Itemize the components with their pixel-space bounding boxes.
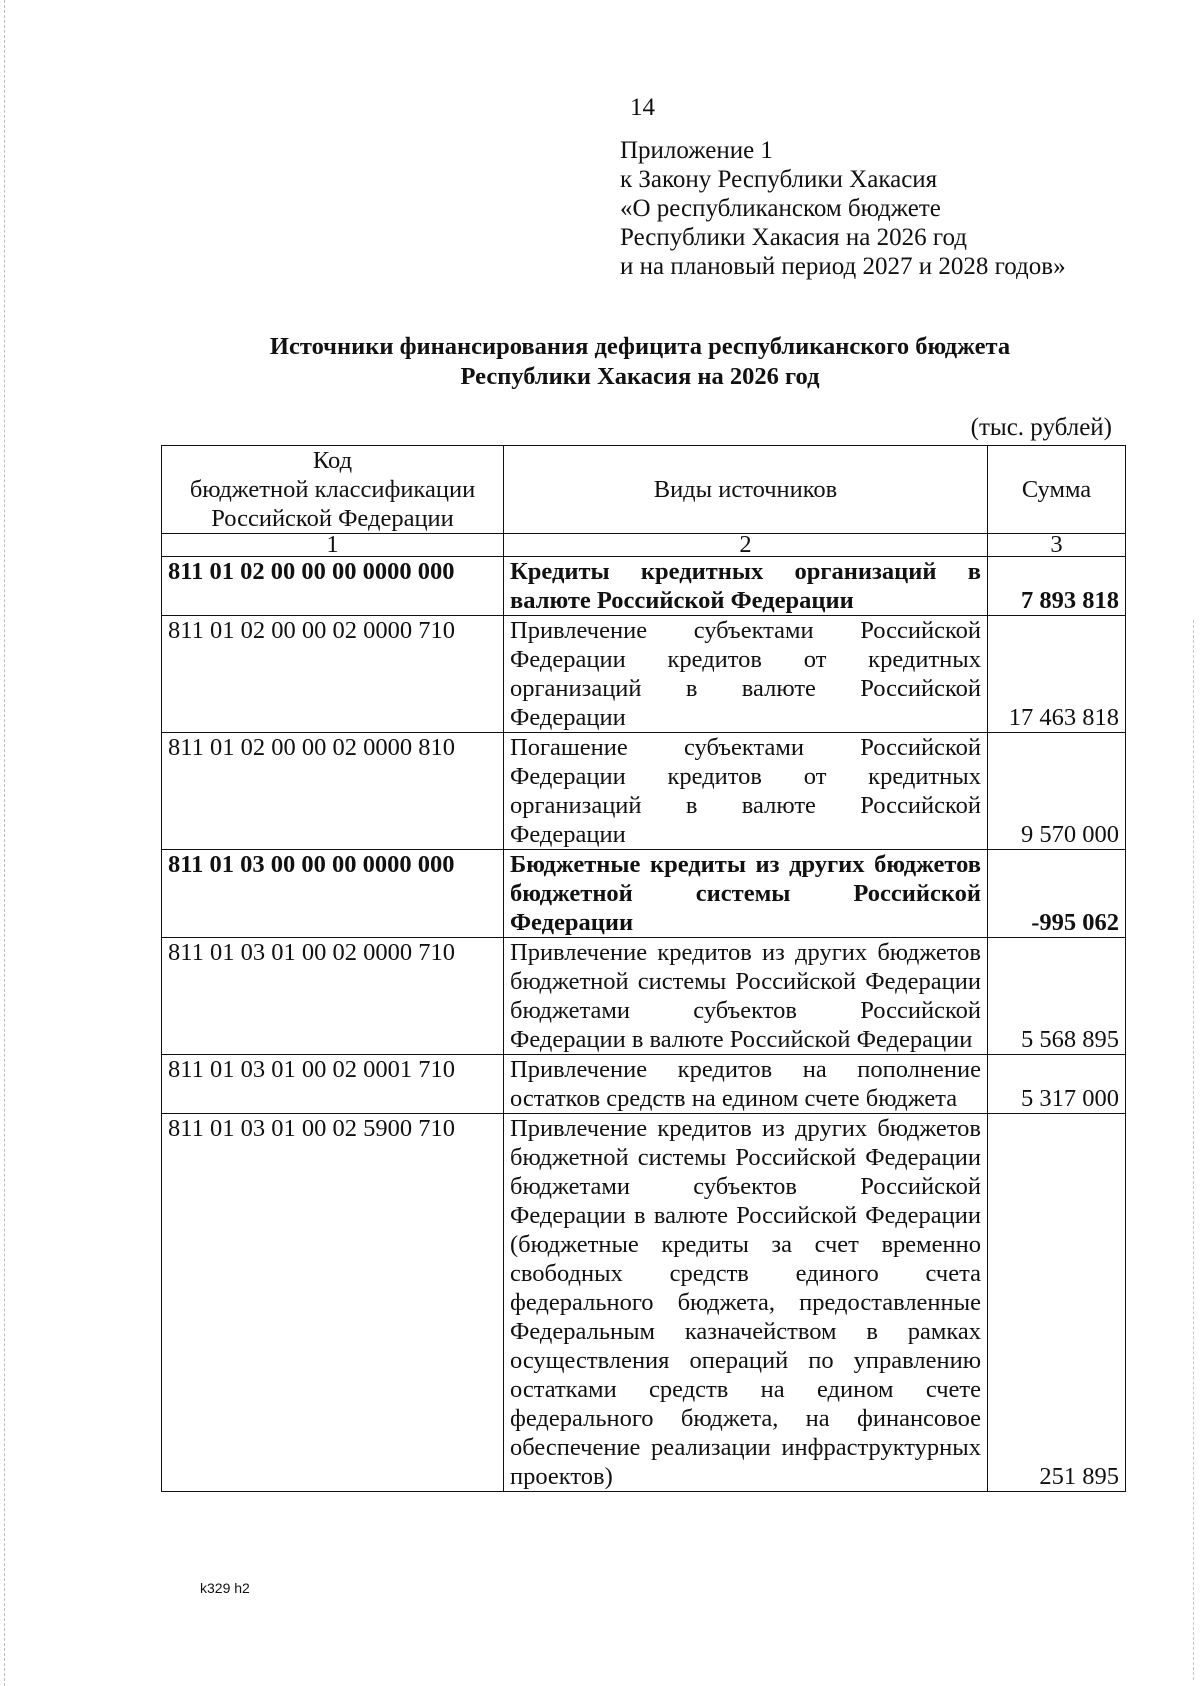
header-amount: Сумма <box>988 446 1126 534</box>
header-code <box>162 446 504 534</box>
sources-table <box>161 445 1126 1492</box>
row-description: Привлечение субъектами Российской Федерации кредитов от кредитных организаций в валюте Российской Федерации <box>504 616 988 733</box>
appendix-line: к Закону Республики Хакасия <box>620 166 938 193</box>
row-description: Привлечение кредитов из других бюджетов бюджетной системы Российской Федерации бюджетами субъектов Российской Федерации в валюте Российской Федерации <box>504 938 988 1055</box>
row-amount: 5 568 895 <box>988 938 1126 1055</box>
row-code: 811 01 03 01 00 02 5900 710 <box>162 1114 504 1492</box>
row-description: Привлечение кредитов на пополнение остатков средств на едином счете бюджета <box>504 1055 988 1114</box>
table-header-row <box>162 446 1126 534</box>
appendix-line: Приложение 1 <box>620 137 773 164</box>
row-code: 811 01 02 00 00 02 0000 810 <box>162 733 504 850</box>
row-code: 811 01 02 00 00 00 0000 000 <box>162 557 504 616</box>
document-title <box>160 332 1120 392</box>
row-code: 811 01 03 01 00 02 0000 710 <box>162 938 504 1055</box>
column-number-row <box>162 534 1126 557</box>
header-code-line: Код <box>312 447 353 474</box>
column-number: 1 <box>162 534 504 557</box>
appendix-line: и на плановый период 2027 и 2028 годов» <box>620 253 1066 280</box>
row-amount: 9 570 000 <box>988 733 1126 850</box>
row-amount: 17 463 818 <box>988 616 1126 733</box>
row-code: 811 01 03 01 00 02 0001 710 <box>162 1055 504 1114</box>
title-line-1: Источники финансирования дефицита республиканского бюджета <box>269 333 1011 360</box>
page-number: 14 <box>630 94 655 121</box>
row-code: 811 01 03 00 00 00 0000 000 <box>162 850 504 938</box>
column-number: 3 <box>988 534 1126 557</box>
column-number: 2 <box>504 534 988 557</box>
row-code: 811 01 02 00 00 02 0000 710 <box>162 616 504 733</box>
table-row <box>162 1114 1126 1492</box>
table-row <box>162 938 1126 1055</box>
table-row <box>162 850 1126 938</box>
table-row <box>162 733 1126 850</box>
header-code-line: Российской Федерации <box>211 505 454 532</box>
table-row <box>162 1055 1126 1114</box>
title-line-2: Республики Хакасия на 2026 год <box>460 363 820 390</box>
appendix-block <box>620 136 1066 281</box>
row-description: Привлечение кредитов из других бюджетов бюджетной системы Российской Федерации бюджетами субъектов Российской Федерации в валюте Российской Федерации (бюджетные кредиты за счет временно свободных средств единого счета федерального бюджета, предоставленные Федеральным казначейством в рамках осуществления операций по управлению остатками средств на едином счете федерального бюджета, на финансовое обеспечение реализации инфраструктурных проектов) <box>504 1114 988 1492</box>
appendix-line: «О республиканском бюджете <box>620 195 941 222</box>
header-code-line: бюджетной классификации <box>189 476 476 503</box>
row-description: Кредиты кредитных организаций в валюте Российской Федерации <box>504 557 988 616</box>
appendix-line: Республики Хакасия на 2026 год <box>620 224 968 251</box>
footer-code: k329 h2 <box>200 1580 250 1596</box>
table-row <box>162 557 1126 616</box>
header-kind: Виды источников <box>504 446 988 534</box>
row-amount: 251 895 <box>988 1114 1126 1492</box>
row-description: Погашение субъектами Российской Федерации кредитов от кредитных организаций в валюте Российской Федерации <box>504 733 988 850</box>
row-amount: 7 893 818 <box>988 557 1126 616</box>
scan-edge-right <box>1193 620 1194 1680</box>
row-description: Бюджетные кредиты из других бюджетов бюджетной системы Российской Федерации <box>504 850 988 938</box>
row-amount: -995 062 <box>988 850 1126 938</box>
units-label: (тыс. рублей) <box>970 414 1112 441</box>
row-amount: 5 317 000 <box>988 1055 1126 1114</box>
table-row <box>162 616 1126 733</box>
scan-edge-left <box>4 0 5 1686</box>
